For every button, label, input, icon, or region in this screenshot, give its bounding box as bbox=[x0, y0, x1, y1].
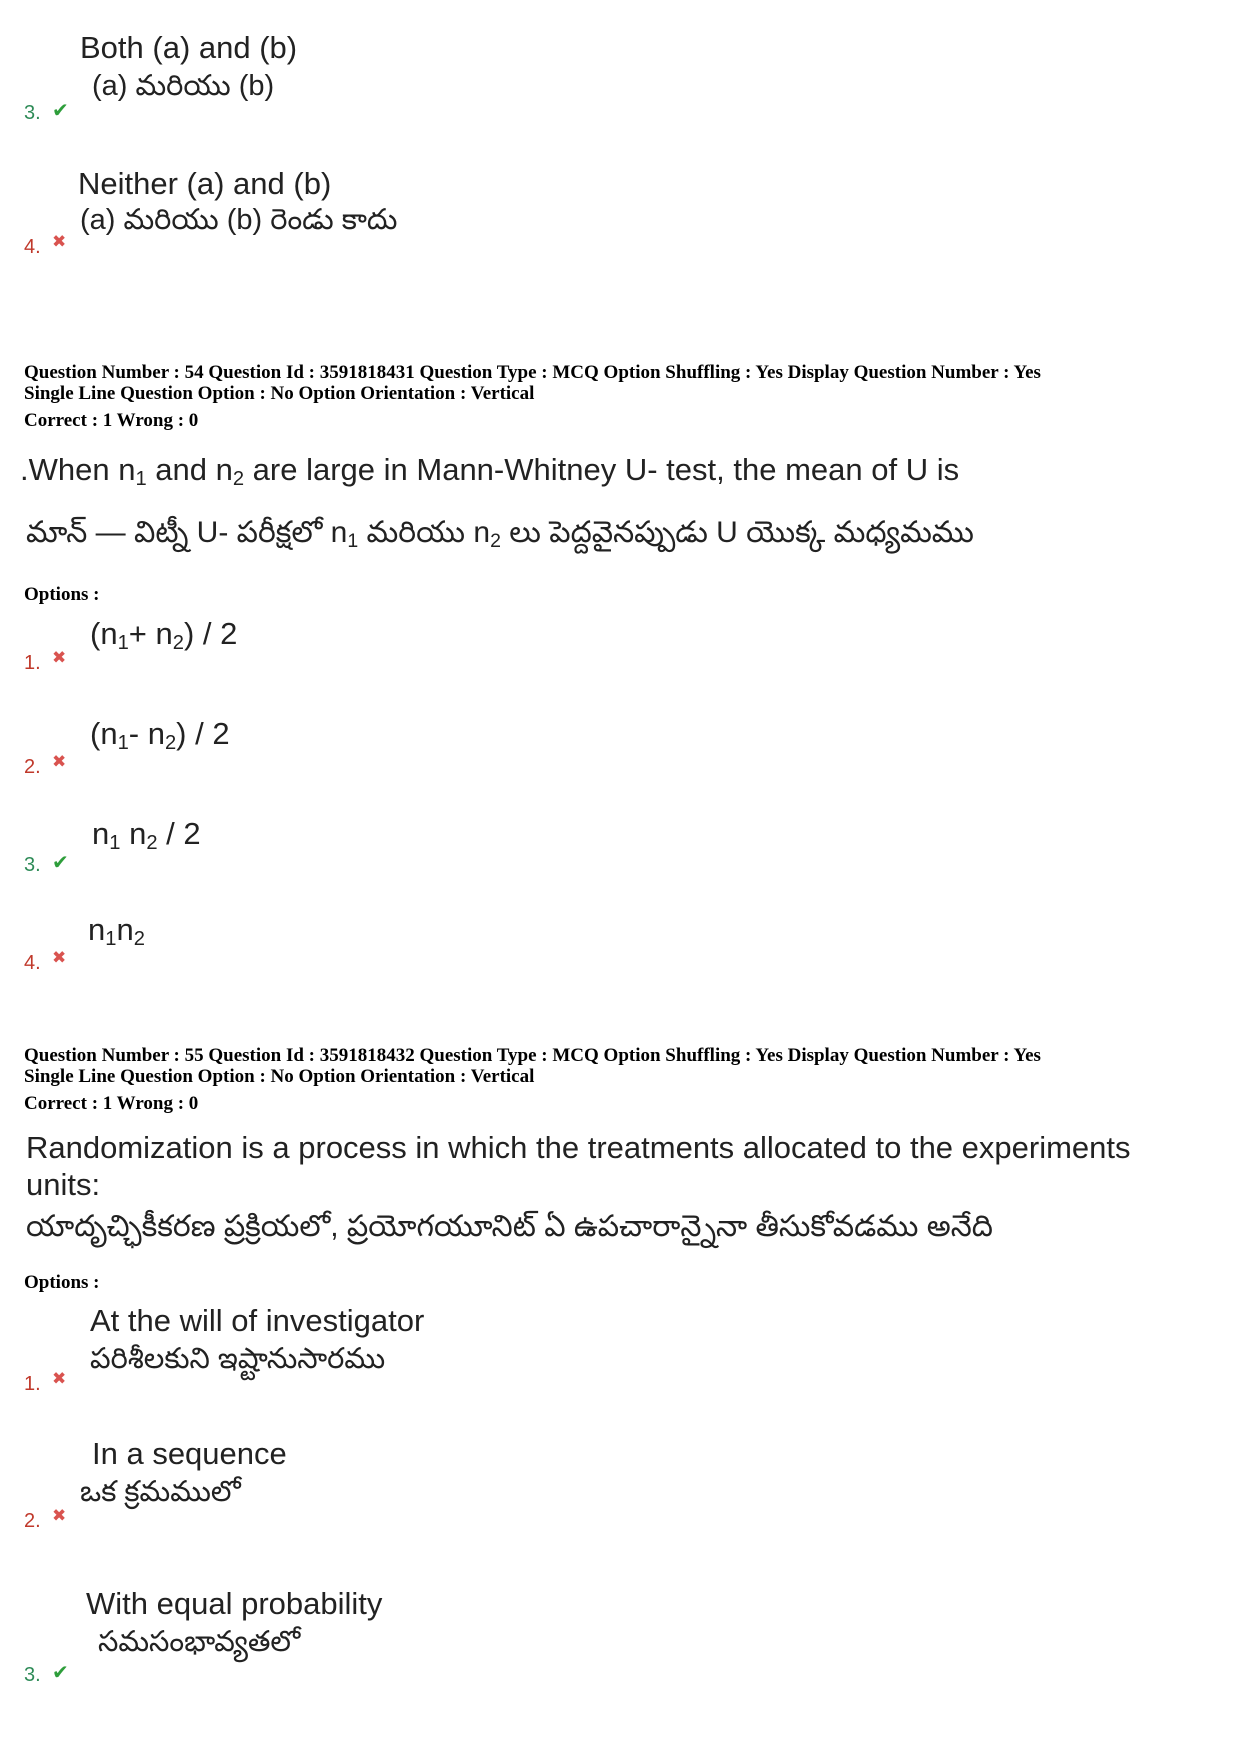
question-text-te: మాన్ — విట్నీ U- పరీక్షలో $n_1$ మరియు $n_2$ లు పెద్దవైనప్పుడు U యొక్క మధ్యమము bbox=[26, 516, 974, 552]
option-text-en: Neither (a) and (b) bbox=[78, 166, 332, 201]
option-number: 2. bbox=[24, 756, 41, 778]
question-meta-line: Question Number : 54 Question Id : 3591818431 Question Type : MCQ Option Shuffling : Yes Display Question Number : Yes bbox=[24, 362, 1041, 383]
check-icon: ✔ bbox=[52, 1662, 69, 1684]
option-text: $n_1$ $n_2 / 2$ bbox=[92, 816, 201, 855]
question-meta bbox=[24, 362, 1224, 404]
question-text-en: .When $n_1$ and $n_2$ are large in Mann-Whitney U- test, the mean of U is bbox=[20, 452, 960, 491]
question-meta-line: Single Line Question Option : No Option Orientation : Vertical bbox=[24, 1066, 535, 1087]
option-text-en: In a sequence bbox=[92, 1436, 287, 1471]
question-text-en: Randomization is a process in which the treatments allocated to the experiments bbox=[26, 1130, 1131, 1165]
option-number: 3. bbox=[24, 1664, 41, 1686]
cross-icon: ✖ bbox=[52, 1369, 67, 1388]
cross-icon: ✖ bbox=[52, 948, 67, 967]
option-text-te: (a) మరియు (b) bbox=[92, 70, 275, 102]
option-text-te: (a) మరియు (b) రెండు కాదు bbox=[80, 204, 398, 236]
question-text-te: యాదృచ్ఛికీకరణ ప్రక్రియలో, ప్రయోగయూనిట్ ఏ ఉపచారాన్నైనా తీసుకోవడము అనేది bbox=[26, 1210, 993, 1243]
question-meta-line: Question Number : 55 Question Id : 3591818432 Question Type : MCQ Option Shuffling : Yes Display Question Number : Yes bbox=[24, 1045, 1041, 1066]
option-number: 2. bbox=[24, 1510, 41, 1532]
option-text-te: సమసంభావ్యతలో bbox=[98, 1626, 301, 1658]
options-label: Options : bbox=[24, 1272, 100, 1293]
option-text-en: Both (a) and (b) bbox=[80, 30, 298, 65]
option-number: 4. bbox=[24, 952, 41, 974]
option-number: 3. bbox=[24, 102, 41, 124]
question-meta-line: Single Line Question Option : No Option Orientation : Vertical bbox=[24, 383, 535, 404]
correct-wrong-marks: Correct : 1 Wrong : 0 bbox=[24, 410, 199, 431]
question-meta bbox=[24, 1045, 1224, 1087]
option-number: 4. bbox=[24, 236, 41, 258]
option-number: 1. bbox=[24, 652, 41, 674]
option-number: 3. bbox=[24, 854, 41, 876]
option-text-en: At the will of investigator bbox=[90, 1303, 425, 1338]
correct-wrong-marks: Correct : 1 Wrong : 0 bbox=[24, 1093, 199, 1114]
option-text-te: పరిశీలకుని ఇష్టానుసారము bbox=[90, 1343, 386, 1375]
option-text-en: With equal probability bbox=[86, 1586, 383, 1621]
option-text: ($n_1-$ $n_2) / 2$ bbox=[90, 716, 230, 755]
question-text-en: units: bbox=[26, 1167, 101, 1202]
option-text: $(n_1+ n_2) / 2$ bbox=[90, 616, 238, 655]
cross-icon: ✖ bbox=[52, 1506, 67, 1525]
cross-icon: ✖ bbox=[52, 232, 67, 251]
check-icon: ✔ bbox=[52, 852, 69, 874]
check-icon: ✔ bbox=[52, 100, 69, 122]
cross-icon: ✖ bbox=[52, 752, 67, 771]
option-text: $n_1n_2$ bbox=[88, 912, 145, 951]
options-label: Options : bbox=[24, 584, 100, 605]
option-text-te: ఒక క్రమములో bbox=[80, 1476, 241, 1508]
option-number: 1. bbox=[24, 1373, 41, 1395]
cross-icon: ✖ bbox=[52, 648, 67, 667]
